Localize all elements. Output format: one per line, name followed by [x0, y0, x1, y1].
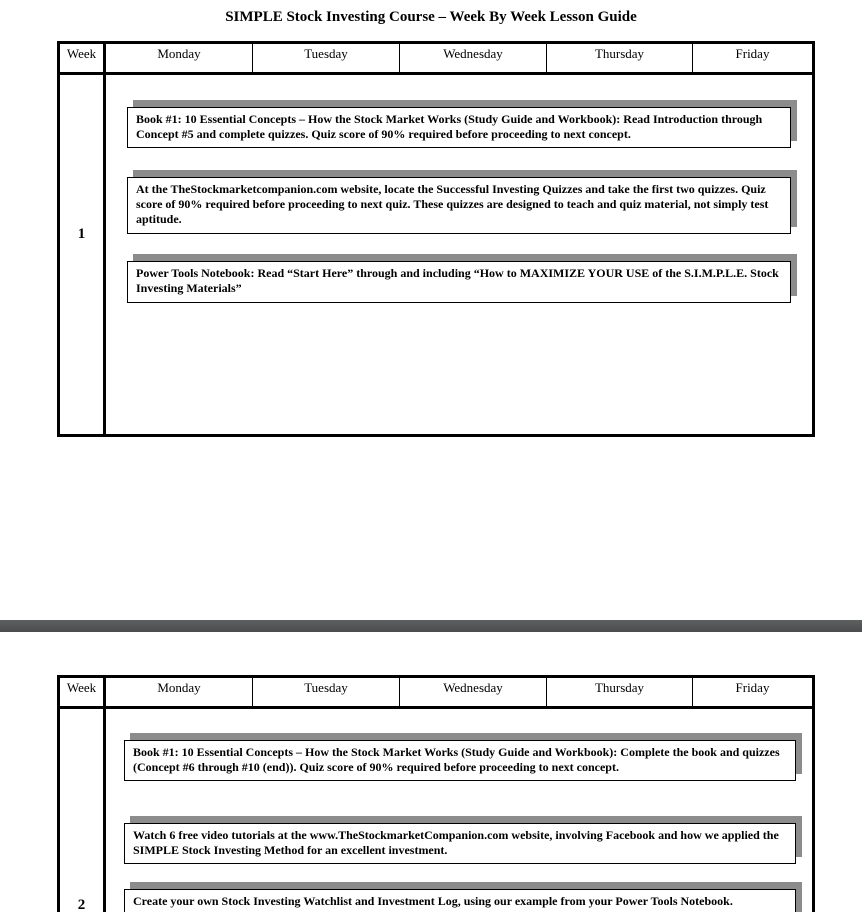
header-thursday: Thursday	[547, 678, 693, 706]
task-box: Power Tools Notebook: Read “Start Here” through and including “How to MAXIMIZE YOUR USE of the S.I.M.P.L.E. Stock Investing Materials”	[127, 261, 791, 303]
task-box: At the TheStockmarketcompanion.com website, locate the Successful Investing Quizzes and take the first two quizzes. Quiz score of 90% required before proceeding to next quiz. These quizzes are designed to teach and quiz material, not simply test aptitude.	[127, 177, 791, 234]
table-header	[60, 678, 812, 709]
task-box: Book #1: 10 Essential Concepts – How the Stock Market Works (Study Guide and Workbook): Read Introduction through Concept #5 and complete quizzes. Quiz score of 90% required before proceeding to next concept.	[127, 107, 791, 148]
week-column	[60, 75, 106, 434]
header-tuesday: Tuesday	[253, 44, 400, 72]
header-tuesday: Tuesday	[253, 678, 400, 706]
week-column	[60, 709, 106, 912]
week-number: 1	[77, 226, 86, 242]
header-friday: Friday	[735, 46, 770, 61]
lesson-table-week-1	[57, 41, 815, 437]
page-separator	[0, 620, 862, 632]
task-box: Create your own Stock Investing Watchlist and Investment Log, using our example from your Power Tools Notebook.	[124, 889, 796, 912]
page-2	[0, 632, 862, 912]
header-wednesday: Wednesday	[400, 44, 547, 72]
header-thursday: Thursday	[547, 44, 693, 72]
table-header	[60, 44, 812, 75]
lesson-table-week-2	[57, 675, 815, 912]
header-monday: Monday	[106, 44, 253, 72]
header-week: Week	[60, 44, 106, 72]
header-wednesday: Wednesday	[400, 678, 547, 706]
header-monday: Monday	[106, 678, 253, 706]
task-box: Book #1: 10 Essential Concepts – How the Stock Market Works (Study Guide and Workbook): Complete the book and quizzes (Concept #6 through #10 (end)). Quiz score of 90% required before proceeding to next concept.	[124, 740, 796, 781]
week-number: 2	[77, 897, 86, 912]
header-friday: Friday	[735, 680, 770, 695]
task-box: Watch 6 free video tutorials at the www.TheStockmarketCompanion.com website, involving Facebook and how we applied the SIMPLE Stock Investing Method for an excellent investment.	[124, 823, 796, 864]
page-title: SIMPLE Stock Investing Course – Week By Week Lesson Guide	[225, 9, 637, 25]
header-week: Week	[60, 678, 106, 706]
